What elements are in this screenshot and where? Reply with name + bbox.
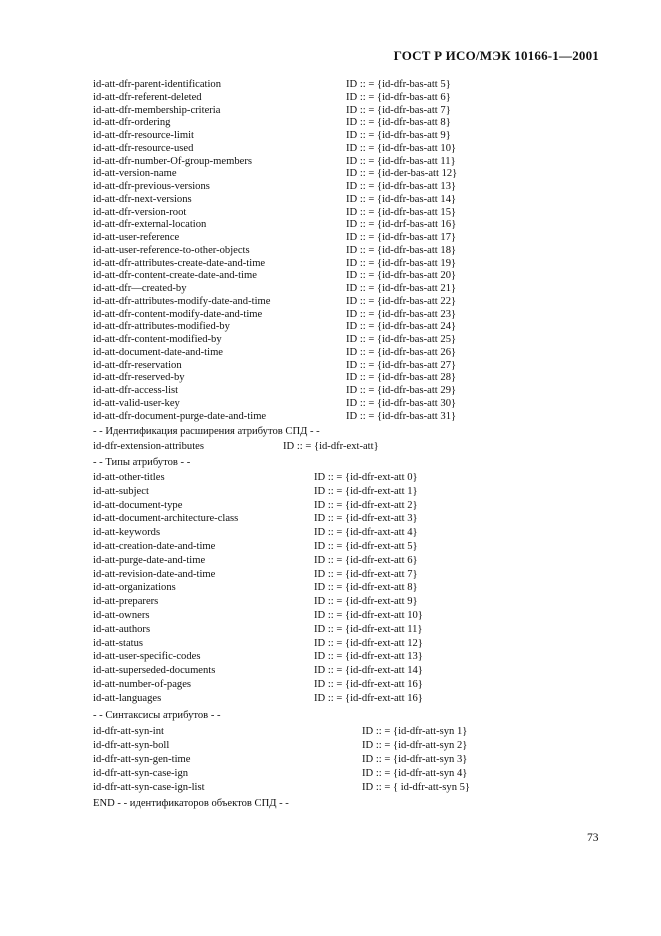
identifier-value: ID :: = {id-drf-bas-att 16} (346, 219, 457, 231)
identifier-value: ID :: = {id-dfr-bas-att 23} (346, 308, 457, 320)
identifier-value: ID :: = {id-dfr-ext-att 16} (314, 678, 423, 690)
identifier-value: ID :: = {id-dfr-bas-att 29} (346, 385, 457, 396)
table-row (0, 156, 661, 169)
table-row (0, 664, 661, 678)
table-row (0, 595, 661, 609)
table-row (0, 92, 661, 105)
identifier-name: id-att-dfr-next-versions (93, 193, 192, 205)
table-row (0, 321, 661, 334)
identifier-value: ID :: = {id-dfr-bas-att 31} (346, 410, 457, 422)
identifier-name: id-att-user-reference-to-other-objects (93, 244, 250, 256)
identifier-value: ID :: = {id-dfr-bas-att 28} (346, 372, 457, 384)
identifier-name: id-att-dfr-content-modified-by (93, 334, 222, 345)
identifier-value: ID :: = {id-dfr-bas-att 6} (346, 91, 451, 103)
table-row (0, 499, 661, 513)
table-row (0, 360, 661, 373)
end-line: END - - идентификаторов объектов СПД - - (93, 798, 289, 809)
identifier-value: ID :: = {id-dfr-bas-att 15} (346, 206, 457, 218)
table-row (0, 781, 661, 795)
identifier-value: ID :: = {id-dfr-bas-att 5} (346, 79, 451, 90)
identifier-name: id-att-preparers (93, 596, 159, 608)
identifier-value: ID :: = {id-dfr-ext-att 6} (314, 554, 418, 566)
table-row (0, 245, 661, 258)
table-row (0, 347, 661, 360)
table-row (0, 105, 661, 118)
identifier-name: id-att-dfr-resource-limit (93, 130, 194, 141)
table-row (0, 650, 661, 664)
identifier-value: ID :: = {id-dfr-ext-att 9} (314, 596, 418, 608)
identifier-name: id-att-dfr-attributes-modify-date-and-time (93, 295, 271, 307)
table-row (0, 194, 661, 207)
identifier-name: id-att-valid-user-key (93, 397, 180, 409)
identifier-value: ID :: = {id-dfr-bas-att 18} (346, 244, 457, 256)
table-row (0, 678, 661, 692)
identifier-value: ID :: = {id-dfr-bas-att 21} (346, 283, 457, 294)
table-row (0, 283, 661, 296)
identifier-value: ID :: = {id-dfr-bas-att 19} (346, 257, 457, 269)
table-row (0, 739, 661, 753)
table-row (0, 309, 661, 322)
identifier-value: ID :: = {id-dfr-bas-att 10} (346, 142, 457, 154)
identifier-name: id-att-purge-date-and-time (93, 554, 206, 566)
table-row (0, 79, 661, 92)
identifier-value: ID :: = {id-dfr-ext-att 10} (314, 609, 423, 621)
identifier-name: id-att-dfr-previous-versions (93, 181, 210, 192)
identifier-name: id-dfr-att-syn-case-ign (93, 768, 189, 779)
identifier-value: ID :: = {id-dfr-bas-att 27} (346, 359, 457, 371)
identifier-name: id-att-number-of-pages (93, 678, 192, 690)
identifier-value: ID :: = {id-dfr-bas-att 11} (346, 155, 456, 167)
identifier-value: ID :: = {id-dfr-bas-att 25} (346, 334, 457, 345)
identifier-value: ID :: = {id-dfr-ext-att 1} (314, 485, 418, 497)
table-row (0, 117, 661, 130)
table-row (0, 143, 661, 156)
table-row (0, 725, 661, 739)
extension-id: ID :: = {id-dfr-ext-att} (283, 441, 379, 452)
identifier-value: ID :: = {id-dfr-ext-att 3} (314, 513, 418, 525)
attribute-syntax-list (0, 725, 661, 795)
types-comment: - - Типы атрибутов - - (93, 457, 191, 468)
identifier-value: ID :: = {id-der-bas-att 12} (346, 168, 458, 180)
table-row (0, 411, 661, 424)
table-row (0, 398, 661, 411)
identifier-name: id-att-status (93, 637, 144, 649)
table-row (0, 623, 661, 637)
table-row (0, 207, 661, 220)
identifier-name: id-att-authors (93, 623, 151, 635)
table-row (0, 692, 661, 706)
identifier-name: id-att-dfr-ordering (93, 117, 171, 129)
identifier-value: ID :: = {id-dfr-bas-att 20} (346, 270, 457, 282)
identifier-value: ID :: = { id-dfr-att-syn 5} (362, 782, 471, 793)
identifier-value: ID :: = {id-dfr-ext-att 11} (314, 623, 423, 635)
table-row (0, 219, 661, 232)
table-row (0, 554, 661, 568)
identifier-name: id-att-dfr-reservation (93, 359, 182, 371)
table-row (0, 258, 661, 271)
identifier-name: id-att-document-date-and-time (93, 346, 224, 358)
table-row (0, 296, 661, 309)
identifier-value: ID :: = {id-dfr-ext-att 0} (314, 472, 418, 483)
identifier-name: id-dfr-att-syn-boll (93, 740, 170, 751)
page-header-title: ГОСТ Р ИСО/МЭК 10166-1—2001 (393, 48, 599, 63)
identifier-name: id-att-dfr-version-root (93, 206, 187, 218)
identifier-value: ID :: = {id-dfr-att-syn 3} (362, 754, 468, 765)
table-row (0, 512, 661, 526)
identifier-value: ID :: = {id-dfr-bas-att 9} (346, 130, 451, 141)
identifier-name: id-att-dfr-content-create-date-and-time (93, 270, 257, 282)
table-row (0, 130, 661, 143)
identifier-name: id-att-user-reference (93, 232, 180, 243)
identifier-value: ID :: = {id-dfr-ext-att 7} (314, 568, 418, 580)
identifier-name: id-att-dfr-number-Of-group-members (93, 155, 253, 167)
identifier-name: id-att-dfr-membership-criteria (93, 104, 221, 116)
table-row (0, 385, 661, 398)
identifier-name: id-dfr-att-syn-case-ign-list (93, 782, 205, 793)
identifier-name: id-att-dfr-resource-used (93, 142, 194, 154)
table-row (0, 753, 661, 767)
identifier-name: id-att-dfr-parent-identification (93, 79, 222, 90)
identifier-name: id-att-dfr-access-list (93, 385, 179, 396)
identifier-name: id-att-dfr-document-purge-date-and-time (93, 410, 267, 422)
identifier-value: ID :: = {id-dfr-ext-att 12} (314, 637, 423, 649)
identifier-value: ID :: = {id-dfr-ext-att 8} (314, 582, 418, 594)
page-number: 73 (587, 832, 599, 844)
table-row (0, 540, 661, 554)
table-row (0, 168, 661, 181)
identifier-name: id-att-dfr-attributes-modified-by (93, 321, 230, 333)
identifier-value: ID :: = {id-dfr-bas-att 17} (346, 232, 457, 243)
table-row (0, 372, 661, 385)
attribute-list-basic (0, 79, 661, 423)
identifier-name: id-att-dfr-external-location (93, 219, 207, 231)
identifier-name: id-att-dfr-referent-deleted (93, 91, 202, 103)
identifier-value: ID :: = {id-dfr-ext-att 16} (314, 692, 423, 704)
identifier-value: ID :: = {id-dfr-axt-att 4} (314, 527, 418, 539)
table-row (0, 637, 661, 651)
table-row (0, 568, 661, 582)
identifier-name: id-att-languages (93, 692, 162, 704)
identifier-value: ID :: = {id-dfr-bas-att 22} (346, 295, 457, 307)
identifier-value: ID :: = {id-dfr-bas-att 30} (346, 397, 457, 409)
identifier-name: id-att-owners (93, 609, 150, 621)
identifier-name: id-att-document-type (93, 499, 183, 511)
identifier-value: ID :: = {id-dfr-att-syn 4} (362, 768, 468, 779)
identifier-name: id-att-creation-date-and-time (93, 540, 216, 552)
table-row (0, 471, 661, 485)
table-row (0, 181, 661, 194)
identifier-value: ID :: = {id-dfr-att-syn 1} (362, 726, 468, 737)
identifier-value: ID :: = {id-dfr-bas-att 14} (346, 193, 457, 205)
syntax-comment: - - Синтаксисы атрибутов - - (93, 710, 221, 721)
identifier-value: ID :: = {id-dfr-ext-att 13} (314, 651, 423, 663)
identifier-value: ID :: = {id-dfr-ext-att 2} (314, 499, 418, 511)
identifier-value: ID :: = {id-dfr-bas-att 8} (346, 117, 451, 129)
identifier-name: id-att-superseded-documents (93, 665, 216, 677)
table-row (0, 581, 661, 595)
identifier-name: id-att-dfr-attributes-create-date-and-time (93, 257, 266, 269)
identifier-value: ID :: = {id-dfr-bas-att 26} (346, 346, 457, 358)
identifier-name: id-dfr-att-syn-gen-time (93, 754, 191, 765)
table-row (0, 270, 661, 283)
table-row (0, 485, 661, 499)
table-row (0, 767, 661, 781)
identifier-name: id-att-user-specific-codes (93, 651, 201, 663)
identifier-value: ID :: = {id-dfr-bas-att 7} (346, 104, 451, 116)
table-row (0, 334, 661, 347)
identifier-name: id-att-subject (93, 485, 149, 497)
attribute-list-extended (0, 471, 661, 706)
identifier-name: id-att-document-architecture-class (93, 513, 239, 525)
extension-name: id-dfr-extension-attributes (93, 441, 204, 452)
table-row (0, 526, 661, 540)
identifier-name: id-att-revision-date-and-time (93, 568, 216, 580)
identifier-name: id-att-other-titles (93, 472, 165, 483)
identifier-name: id-att-dfr-reserved-by (93, 372, 185, 384)
identifier-value: ID :: = {id-dfr-ext-att 14} (314, 665, 423, 677)
identifier-name: id-att-dfr—created-by (93, 283, 187, 294)
identifier-name: id-att-keywords (93, 527, 161, 539)
identifier-value: ID :: = {id-dfr-bas-att 13} (346, 181, 457, 192)
identifier-value: ID :: = {id-dfr-bas-att 24} (346, 321, 457, 333)
table-row (0, 609, 661, 623)
table-row (0, 232, 661, 245)
identifier-name: id-att-dfr-content-modify-date-and-time (93, 308, 263, 320)
identifier-name: id-att-organizations (93, 582, 176, 594)
identifier-value: ID :: = {id-dfr-att-syn 2} (362, 740, 468, 751)
identifier-name: id-dfr-att-syn-int (93, 726, 164, 737)
extension-comment: - - Идентификация расширения атрибутов СПД - - (93, 426, 320, 437)
identifier-name: id-att-version-name (93, 168, 177, 180)
identifier-value: ID :: = {id-dfr-ext-att 5} (314, 540, 418, 552)
